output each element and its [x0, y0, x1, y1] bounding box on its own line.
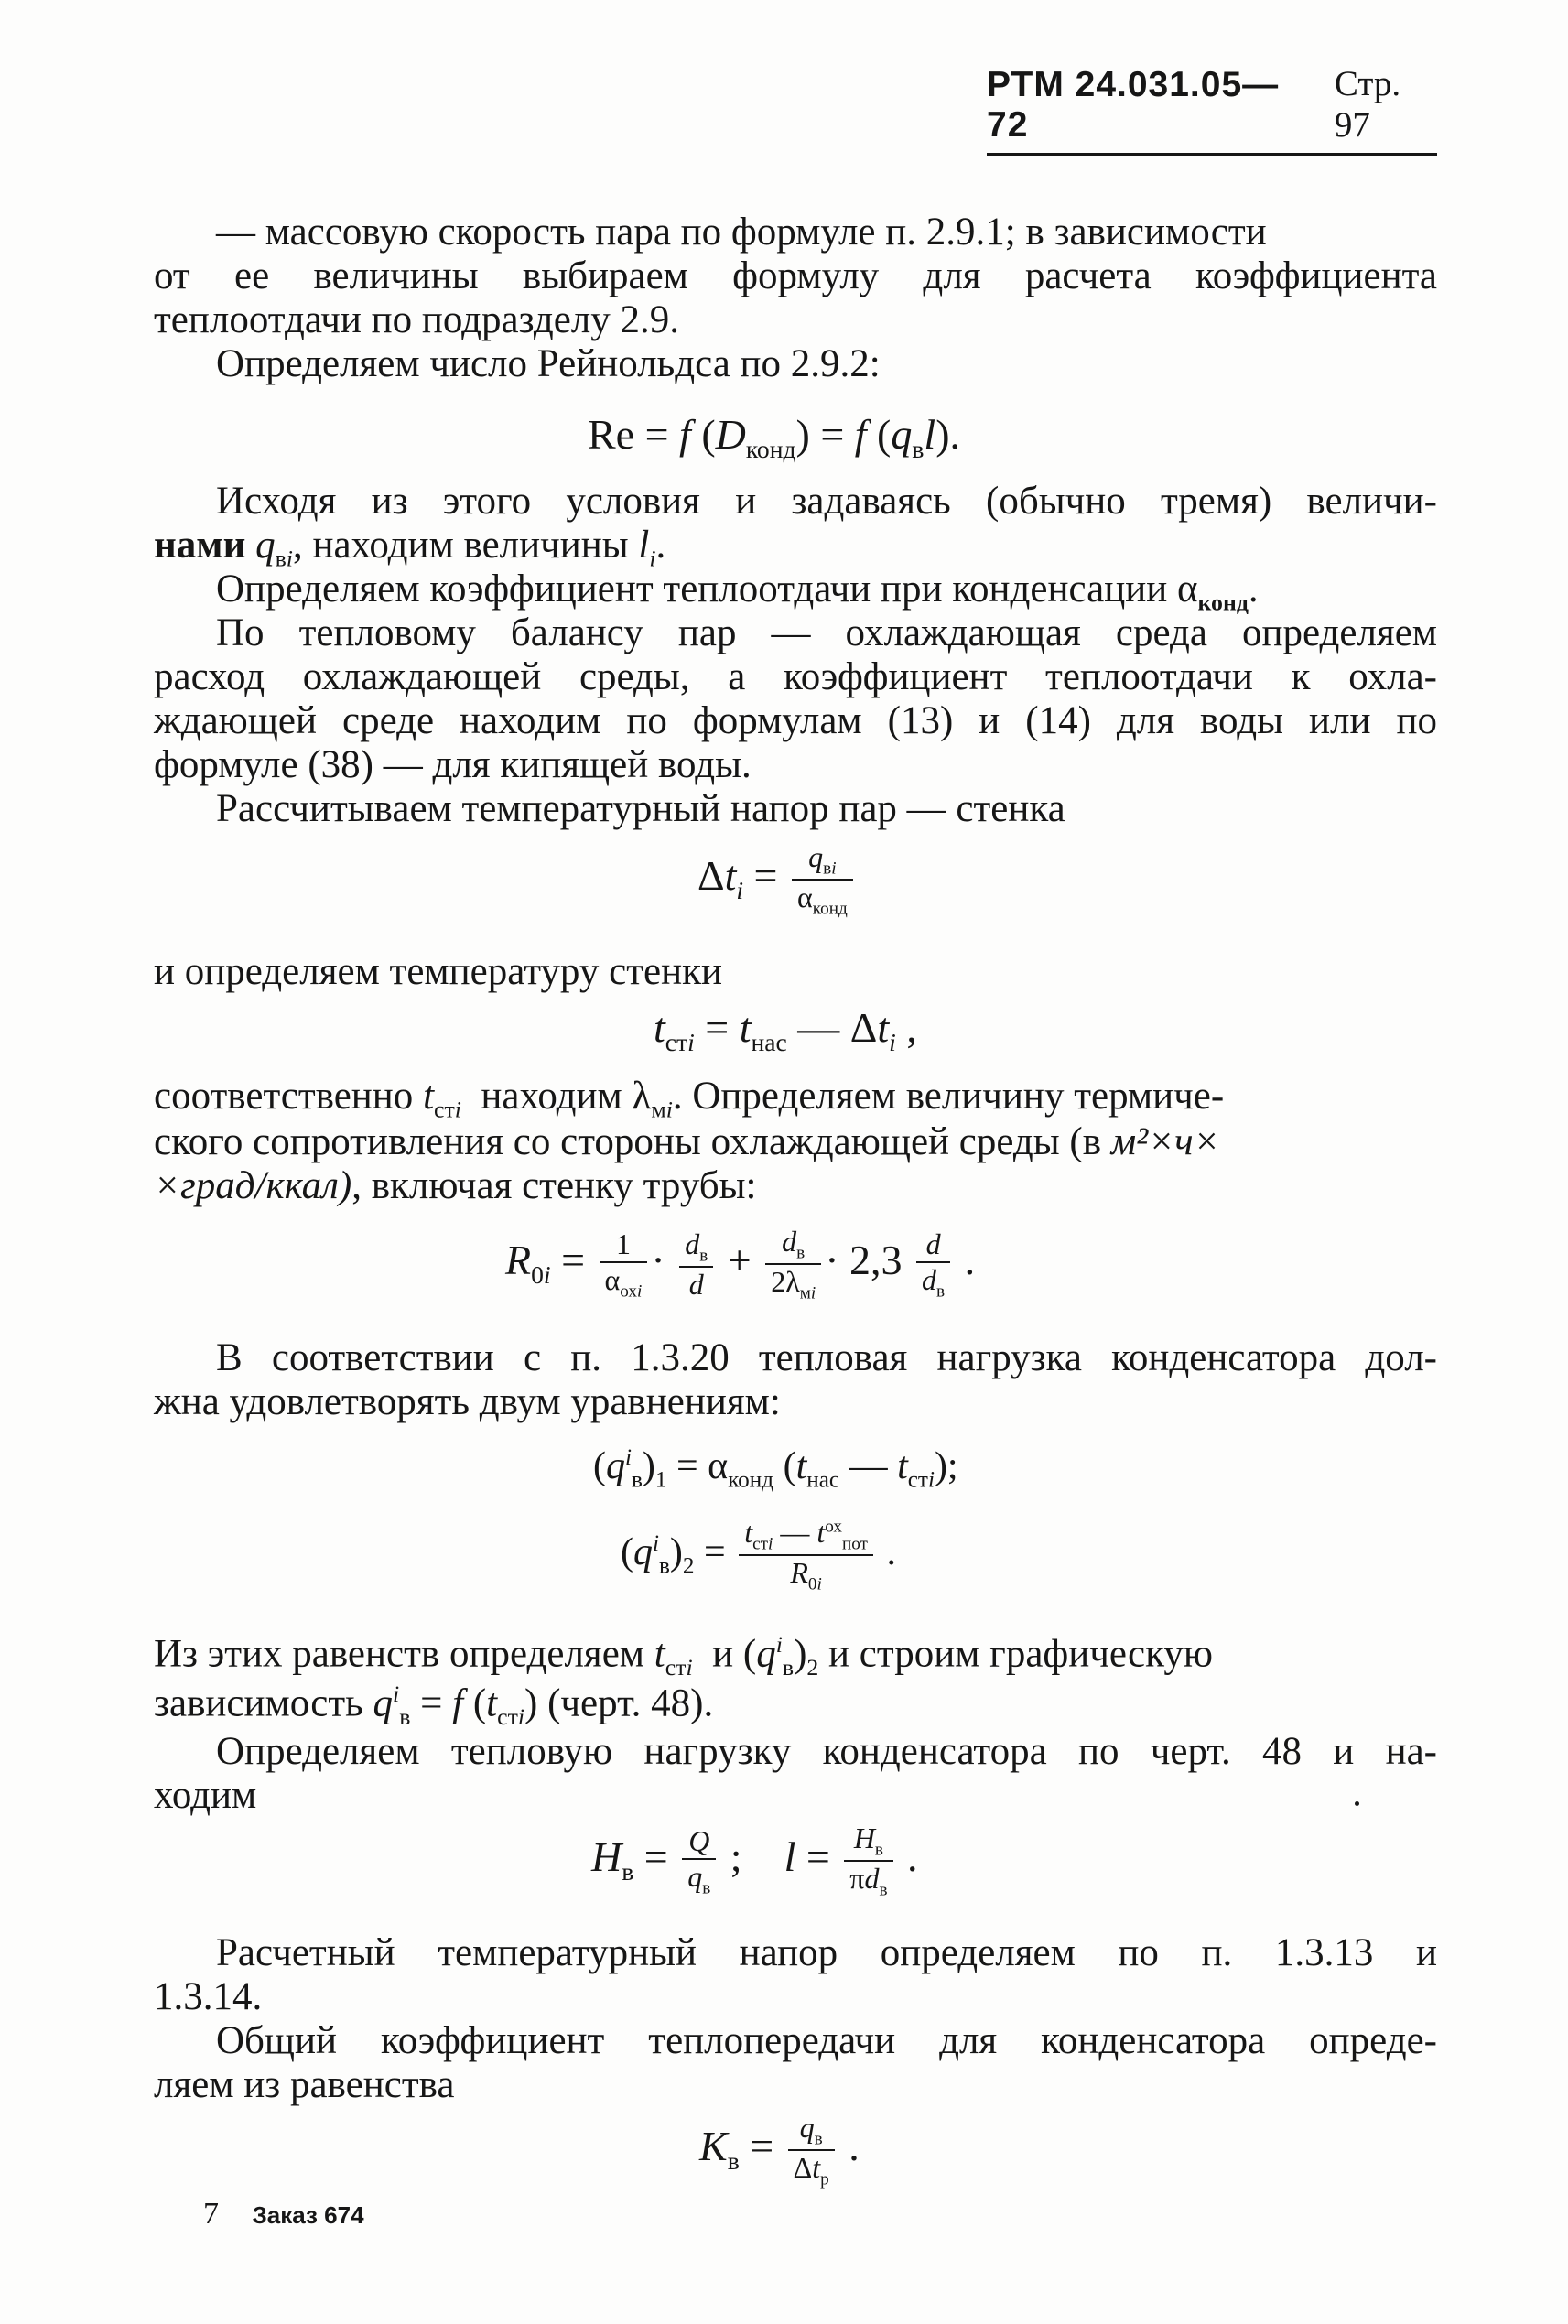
text-line: соответственно $t_{стi}$ находим $\lambda_{мi}$. Определяем величину термиче- — [154, 1075, 1225, 1123]
formula-delta-t: $\Delta t_i$ = $\frac{q_{вi}}{\alpha_{конд}}$ — [697, 840, 857, 920]
units: м²×ч× — [1110, 1120, 1220, 1163]
text-line: ходим — [154, 1774, 257, 1817]
text-line — [154, 1122, 1220, 1162]
ink-speck — [1355, 1801, 1359, 1806]
signature-number: 7 — [203, 2197, 219, 2231]
print-order: Заказ 674 — [252, 2201, 364, 2229]
text-span: нами — [154, 524, 246, 567]
formula-area-length: $H_в$ = $\frac{Q}{q_в}$ ; l = $\frac{H_в}{\pi d_в}$ . — [591, 1821, 918, 1900]
text-line: В соответствии с п. 1.3.20 тепловая нагрузка конденсатора дол- — [216, 1336, 1437, 1379]
text-line: формуле (38) — для кипящей воды. — [154, 743, 752, 786]
text-line: теплоотдачи по подразделу 2.9. — [154, 298, 680, 341]
formula-reynolds: Re = f $(D_{конд}) = f$ $(q_вl)$. — [588, 411, 961, 464]
formula-q2: $(q^i_в)_2$ = $\frac{t_{стi} — t^{ох}_{пот}}{R_{0i}}$ . — [621, 1516, 896, 1594]
formula-q1: $(q^i_в)_1 = \alpha_{конд}$ ($t_{нас}$ — $t_{стi}$); — [593, 1445, 958, 1493]
text-line: расход охлаждающей среды, а коэффициент теплоотдачи к охла- — [154, 655, 1437, 698]
text-span: . Определяем величину термиче- — [672, 1075, 1225, 1118]
text-line: — массовую скорость пара по формуле п. 2.9.1; в зависимости — [216, 211, 1267, 254]
text-span: зависимость — [154, 1681, 363, 1725]
page-footer — [203, 2197, 364, 2232]
text-line: ляем из равенства — [154, 2063, 455, 2106]
text-span: Из этих равенств определяем — [154, 1632, 644, 1676]
text-span: находим — [481, 1075, 622, 1118]
text-line: ждающей среде находим по формулам (13) и (14) для воды или по — [154, 699, 1437, 742]
text-line: зависимость $q^i_в = f$ $(t_{стi})$ (черт. 48). — [154, 1681, 714, 1730]
document-code: РТМ 24.031.05—72 — [987, 65, 1280, 145]
text-line: По тепловому балансу пар — охлаждающая среда определяем — [216, 611, 1437, 654]
page-number: Стр. 97 — [1334, 64, 1401, 145]
text-span: Определяем коэффициент теплоотдачи при конденсации — [216, 567, 1168, 611]
units: ×град/ккал) — [154, 1164, 352, 1207]
text-span: и — [712, 1632, 734, 1676]
text-line: и определяем температуру стенки — [154, 950, 722, 993]
text-line: Определяем число Рейнольдса по 2.9.2: — [216, 342, 881, 385]
text-span: , находим величины — [292, 524, 629, 567]
text-line: жна удовлетворять двум уравнениям: — [154, 1380, 781, 1423]
formula-resistance: $R_{0i}$ = $\frac{1}{\alpha_{охi}}$ · $\frac{d_в}{d}$ + $\frac{d_в}{2\lambda_{мi}}$ · 2,3 $\frac{d}{d_в}$ . — [505, 1225, 976, 1303]
text-span: (черт. 48). — [547, 1681, 714, 1725]
text-line: от ее величины выбираем формулу для расчета коэффициента — [154, 254, 1437, 297]
text-span: соответственно — [154, 1075, 414, 1118]
text-line: 1.3.14. — [154, 1975, 263, 2018]
running-header — [987, 64, 1437, 156]
text-line: Определяем тепловую нагрузку конденсатора по черт. 48 и на- — [216, 1730, 1437, 1773]
text-line: Общий коэффициент теплопередачи для конденсатора опреде- — [216, 2019, 1437, 2062]
text-line: Из этих равенств определяем $t_{стi}$ и $(q^i_в)_2$ и строим графическую — [154, 1631, 1214, 1681]
text-span: и строим графическую — [828, 1632, 1214, 1676]
text-line: Рассчитываем температурный напор пар — стенка — [216, 787, 1065, 830]
text-line: Расчетный температурный напор определяем по п. 1.3.13 и — [216, 1931, 1437, 1974]
text-span: , включая стенку трубы: — [351, 1164, 757, 1207]
text-line: Исходя из этого условия и задаваясь (обычно тремя) величи- — [216, 480, 1437, 523]
text-line: нами $q_{вi}$, находим величины $l_i$. — [154, 524, 666, 572]
text-line: Определяем коэффициент теплоотдачи при конденсации $\alpha_{конд}$. — [216, 567, 1259, 616]
formula-heat-transfer: $K_в$ = $\frac{q_в}{\Delta t_р}$ . — [699, 2111, 860, 2189]
text-span: ского сопротивления со стороны охлаждающей среды (в — [154, 1120, 1102, 1163]
text-line — [154, 1166, 757, 1205]
formula-wall-temp: $t_{стi} = t_{нас}$ — $\Delta t_i$ , — [654, 1004, 917, 1057]
